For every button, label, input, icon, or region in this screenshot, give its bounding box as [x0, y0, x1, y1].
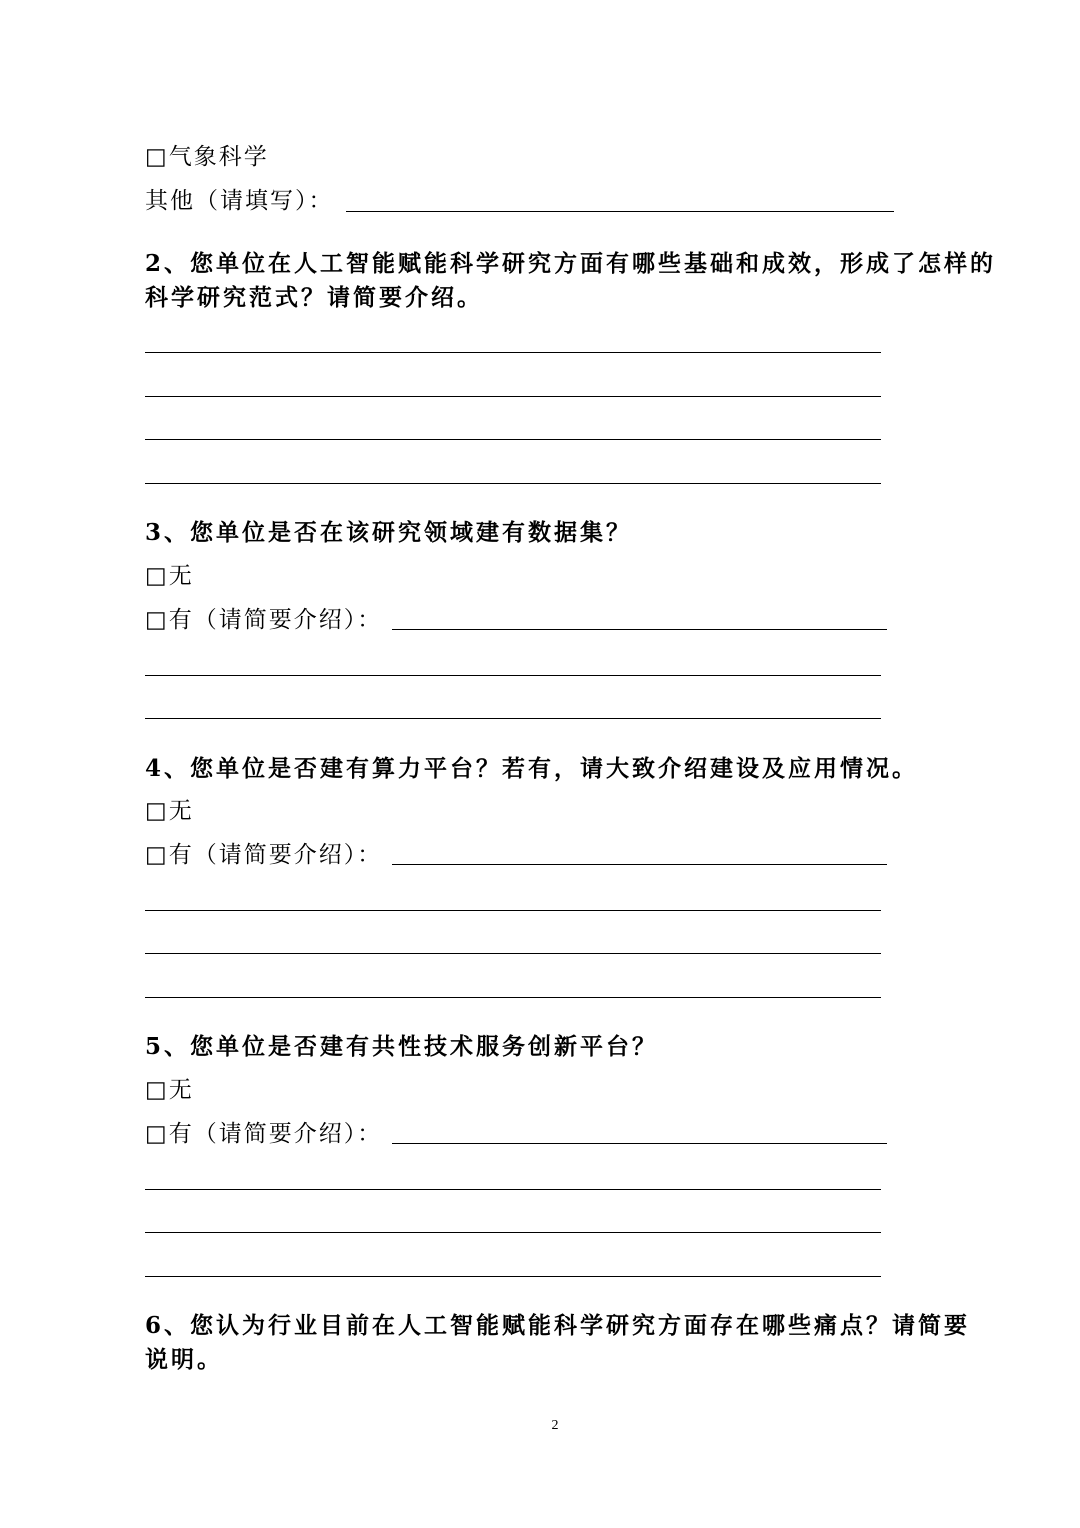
q2-answer-line[interactable] [145, 439, 881, 440]
q3-answer-line[interactable] [145, 718, 881, 719]
q5-option-yes[interactable]: □有（请简要介绍）： [145, 1121, 383, 1147]
q2-answer-line[interactable] [145, 352, 881, 353]
q3-option-yes[interactable]: □有（请简要介绍）： [145, 607, 383, 633]
question-5: 5、您单位是否建有共性技术服务创新平台？ [145, 1033, 659, 1060]
q4-answer-line[interactable] [145, 910, 881, 911]
question-2-line-1: 2、您单位在人工智能赋能科学研究方面有哪些基础和成效，形成了怎样的 [145, 250, 997, 277]
q4-yes-fill-line[interactable] [392, 864, 887, 865]
q3-yes-fill-line[interactable] [392, 629, 887, 630]
question-6-line-2: 说明。 [145, 1346, 223, 1373]
q5-answer-line[interactable] [145, 1189, 881, 1190]
q5-yes-fill-line[interactable] [392, 1143, 887, 1144]
q3-option-no[interactable]: □无 [145, 563, 194, 589]
q4-answer-line[interactable] [145, 997, 881, 998]
option-other-label: 其他（请填写）： [145, 188, 334, 214]
q5-option-no[interactable]: □无 [145, 1077, 194, 1103]
q3-answer-line[interactable] [145, 675, 881, 676]
q4-option-yes[interactable]: □有（请简要介绍）： [145, 842, 383, 868]
q4-answer-line[interactable] [145, 953, 881, 954]
q4-option-no[interactable]: □无 [145, 798, 194, 824]
question-2-line-2: 科学研究范式？请简要介绍。 [145, 284, 483, 311]
q2-answer-line[interactable] [145, 396, 881, 397]
q5-answer-line[interactable] [145, 1276, 881, 1277]
question-4: 4、您单位是否建有算力平台？若有，请大致介绍建设及应用情况。 [145, 755, 919, 782]
page-number: 2 [551, 1418, 559, 1433]
option-meteorology[interactable]: □气象科学 [145, 144, 269, 170]
q2-answer-line[interactable] [145, 483, 881, 484]
other-fill-line[interactable] [346, 211, 894, 212]
question-3: 3、您单位是否在该研究领域建有数据集？ [145, 519, 633, 546]
q5-answer-line[interactable] [145, 1232, 881, 1233]
question-6-line-1: 6、您认为行业目前在人工智能赋能科学研究方面存在哪些痛点？请简要 [145, 1312, 971, 1339]
